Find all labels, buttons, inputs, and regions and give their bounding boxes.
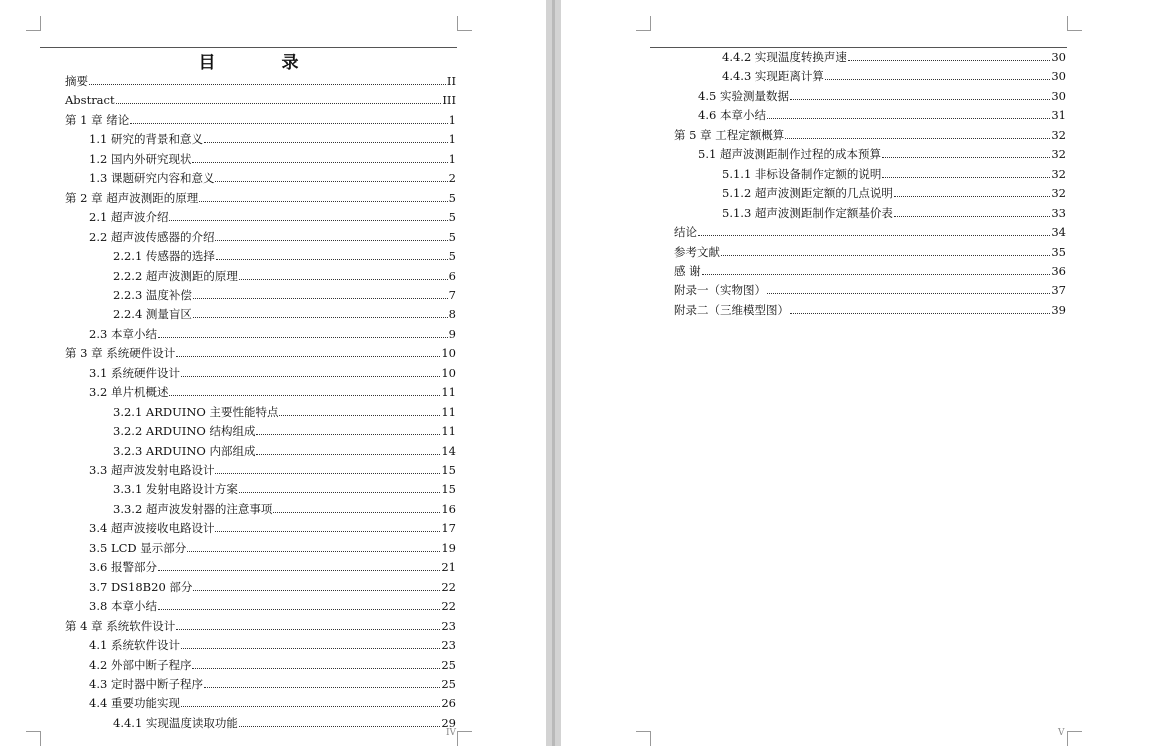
toc-entry-page: 14 (441, 443, 456, 458)
toc-entry-title: 1.1 研究的背景和意义 (89, 132, 203, 147)
toc-entry-title: 4.4.2 实现温度转换声速 (722, 50, 847, 64)
toc-dot-leader (199, 201, 447, 202)
toc-entry-page: 26 (441, 696, 456, 711)
toc-entry-title: 第 2 章 超声波测距的原理 (65, 190, 199, 205)
toc-entry-page: 19 (441, 540, 456, 555)
toc-entry[interactable] (89, 656, 456, 674)
toc-entry[interactable] (65, 91, 456, 109)
toc-entry-page: 32 (1051, 127, 1066, 142)
toc-entry[interactable] (113, 247, 456, 265)
toc-entry[interactable] (674, 223, 1066, 241)
toc-entry-page: 15 (441, 482, 456, 497)
toc-entry[interactable] (65, 344, 456, 362)
toc-entry-page: 32 (1051, 186, 1066, 201)
toc-entry-title: 4.6 本章小结 (698, 108, 766, 123)
toc-entry-title: 4.1 系统软件设计 (89, 638, 180, 653)
toc-entry-page: 7 (448, 287, 456, 302)
toc-entry[interactable] (674, 281, 1066, 299)
toc-dot-leader (239, 279, 448, 280)
toc-entry[interactable] (89, 228, 456, 246)
toc-entry-page: 25 (441, 657, 456, 672)
toc-entry[interactable] (65, 189, 456, 207)
toc-entry-page: 2 (448, 171, 456, 186)
toc-entry-title: 3.6 报警部分 (89, 560, 157, 575)
toc-entry-page: 25 (441, 676, 456, 691)
toc-dot-leader (239, 726, 440, 727)
toc-entry[interactable] (113, 422, 456, 440)
toc-entry-title: 4.2 外部中断子程序 (89, 657, 192, 672)
toc-entry-title: 附录一（实物图） (674, 283, 766, 298)
toc-entry-title: 3.2.1 ARDUINO 主要性能特点 (113, 404, 279, 419)
toc-entry-page: 36 (1051, 263, 1066, 278)
toc-entry[interactable] (674, 243, 1066, 261)
toc-dot-leader (273, 512, 440, 513)
toc-entry-title: 感 谢 (674, 263, 701, 278)
toc-dot-leader (204, 142, 448, 143)
toc-entry[interactable] (89, 675, 456, 693)
corner-mark-top-left (26, 16, 41, 31)
toc-entry[interactable] (722, 184, 1066, 202)
toc-entry-title: 第 1 章 绪论 (65, 112, 130, 127)
toc-entry-page: 1 (448, 112, 456, 127)
toc-dot-leader (721, 255, 1050, 256)
toc-dot-leader (239, 492, 440, 493)
corner-mark-bottom-right (457, 731, 472, 746)
toc-entry[interactable] (89, 150, 456, 168)
toc-entry-page: 37 (1051, 283, 1066, 298)
toc-entry[interactable] (89, 325, 456, 343)
toc-entry-page: 34 (1051, 225, 1066, 240)
toc-dot-leader (158, 337, 448, 338)
corner-mark-bottom-left (636, 731, 651, 746)
toc-entry-title: 2.2.3 温度补偿 (113, 287, 192, 302)
toc-entry[interactable] (722, 204, 1066, 222)
page-number: V (1058, 728, 1065, 738)
toc-title: 目 录 (198, 53, 329, 73)
toc-dot-leader (192, 668, 440, 669)
corner-mark-bottom-right (1067, 731, 1082, 746)
toc-entry-title: 3.2 单片机概述 (89, 385, 169, 400)
toc-entry[interactable] (89, 597, 456, 615)
toc-entry[interactable] (113, 714, 456, 732)
toc-dot-leader (193, 298, 448, 299)
toc-entry-page: 6 (448, 268, 456, 283)
toc-entry-title: 2.2.2 超声波测距的原理 (113, 268, 238, 283)
toc-entry-title: 第 3 章 系统硬件设计 (65, 346, 176, 361)
toc-entry[interactable] (698, 87, 1066, 105)
toc-dot-leader (216, 259, 448, 260)
toc-dot-leader (169, 395, 440, 396)
toc-entry[interactable] (89, 519, 456, 537)
toc-entry-page: 15 (441, 463, 456, 477)
toc-entry-page: 16 (441, 501, 456, 516)
toc-dot-leader (215, 181, 447, 182)
toc-entry[interactable] (113, 267, 456, 285)
toc-entry[interactable] (65, 111, 456, 129)
toc-entry-title: 3.3.1 发射电路设计方案 (113, 482, 238, 497)
toc-entry-title: 1.3 课题研究内容和意义 (89, 171, 215, 186)
toc-dot-leader (785, 138, 1050, 139)
toc-entry-page: 30 (1051, 88, 1066, 103)
toc-dot-leader (882, 177, 1050, 178)
toc-entry-page: 17 (441, 521, 456, 536)
toc-dot-leader (790, 313, 1050, 314)
toc-entry[interactable] (89, 208, 456, 226)
toc-entry-title: Abstract (65, 93, 115, 108)
toc-entry-page: 39 (1051, 302, 1066, 317)
toc-entry-title: 4.4 重要功能实现 (89, 696, 180, 711)
toc-entry[interactable] (89, 694, 456, 712)
toc-entry[interactable] (113, 442, 456, 460)
toc-dot-leader (767, 118, 1050, 119)
toc-entry[interactable] (89, 636, 456, 654)
toc-dot-leader (894, 196, 1050, 197)
toc-entry-title: 2.2.1 传感器的选择 (113, 249, 215, 264)
toc-entry-title: 3.1 系统硬件设计 (89, 365, 180, 380)
toc-dot-leader (256, 454, 440, 455)
toc-entry-page: 33 (1051, 205, 1066, 220)
toc-dot-leader (698, 235, 1050, 236)
toc-entry-title: 3.4 超声波接收电路设计 (89, 521, 215, 536)
toc-entry[interactable] (698, 106, 1066, 124)
toc-entry[interactable] (722, 165, 1066, 183)
toc-dot-leader (790, 99, 1050, 100)
toc-dot-leader (192, 162, 447, 163)
toc-entry-title: 参考文献 (674, 244, 720, 259)
toc-entry-page: 30 (1051, 69, 1066, 84)
toc-entry-page: 29 (441, 715, 456, 730)
toc-dot-leader (193, 317, 448, 318)
toc-dot-leader (215, 240, 447, 241)
toc-entry-title: 3.7 DS18B20 部分 (89, 579, 193, 594)
toc-dot-leader (181, 648, 440, 649)
toc-dot-leader (215, 473, 440, 474)
toc-dot-leader (169, 220, 447, 221)
toc-entry-title: 2.2 超声波传感器的介绍 (89, 229, 215, 244)
toc-entry[interactable] (65, 72, 456, 90)
toc-entry-title: 2.2.4 测量盲区 (113, 307, 192, 322)
toc-entry-title: 5.1 超声波测距制作过程的成本预算 (698, 147, 881, 162)
toc-entry[interactable] (722, 67, 1066, 85)
toc-dot-leader (767, 293, 1050, 294)
toc-entry-title: 1.2 国内外研究现状 (89, 151, 192, 166)
toc-entry-page: 22 (441, 599, 456, 614)
toc-entry[interactable] (89, 461, 456, 479)
toc-entry-title: 3.3.2 超声波发射器的注意事项 (113, 501, 273, 516)
toc-entry-title: 摘要 (65, 74, 88, 88)
toc-dot-leader (158, 609, 440, 610)
toc-dot-leader (158, 570, 440, 571)
toc-dot-leader (193, 590, 440, 591)
document-page-right (561, 0, 1158, 746)
toc-entry-title: 3.2.3 ARDUINO 内部组成 (113, 443, 256, 458)
toc-entry[interactable] (89, 578, 456, 596)
toc-entry-page: 32 (1051, 166, 1066, 181)
corner-mark-bottom-left (26, 731, 41, 746)
toc-entry[interactable] (674, 126, 1066, 144)
toc-dot-leader (176, 629, 440, 630)
toc-entry-title: 5.1.1 非标设备制作定额的说明 (722, 166, 882, 181)
toc-entry-page: 10 (441, 365, 456, 380)
toc-entry-page: 32 (1051, 147, 1066, 162)
toc-entry-title: 附录二（三维模型图） (674, 302, 789, 317)
toc-entry-title: 4.4.1 实现温度读取功能 (113, 715, 238, 730)
corner-mark-top-right (1067, 16, 1082, 31)
toc-entry-title: 2.3 本章小结 (89, 326, 157, 341)
toc-entry-title: 5.1.2 超声波测距定额的几点说明 (722, 186, 893, 201)
toc-entry[interactable] (698, 145, 1066, 163)
toc-entry-page: 5 (448, 229, 456, 244)
toc-dot-leader (204, 687, 440, 688)
toc-entry[interactable] (113, 403, 456, 421)
toc-dot-leader (848, 60, 1050, 61)
toc-entry-page: 23 (441, 618, 456, 633)
toc-entry-page: 1 (448, 132, 456, 147)
toc-entry-title: 第 5 章 工程定额概算 (674, 127, 785, 142)
toc-dot-leader (187, 551, 440, 552)
toc-entry[interactable] (674, 262, 1066, 280)
toc-dot-leader (215, 531, 440, 532)
toc-entry[interactable] (65, 617, 456, 635)
toc-dot-leader (116, 103, 442, 104)
toc-entry-title: 3.5 LCD 显示部分 (89, 540, 187, 555)
toc-entry-page: 1 (448, 151, 456, 166)
toc-entry-page: 5 (448, 249, 456, 264)
toc-entry-page: 21 (441, 560, 456, 575)
page-gap (546, 0, 561, 746)
toc-entry[interactable] (113, 305, 456, 323)
toc-dot-leader (894, 216, 1050, 217)
toc-entry-page: III (442, 93, 456, 108)
toc-entry-page: 9 (448, 326, 456, 341)
toc-entry-page: 8 (448, 307, 456, 322)
toc-entry[interactable] (89, 130, 456, 148)
toc-entry[interactable] (674, 301, 1066, 319)
toc-entry[interactable] (113, 500, 456, 518)
toc-dot-leader (181, 706, 440, 707)
toc-entry-title: 2.1 超声波介绍 (89, 210, 169, 225)
toc-dot-leader (256, 434, 440, 435)
toc-entry-page: 5 (448, 190, 456, 205)
toc-entry-title: 结论 (674, 225, 697, 240)
toc-entry-page: 23 (441, 638, 456, 653)
toc-entry-page: 11 (441, 404, 456, 419)
toc-dot-leader (130, 123, 447, 124)
toc-entry[interactable] (89, 364, 456, 382)
toc-entry[interactable] (113, 286, 456, 304)
toc-entry[interactable] (113, 480, 456, 498)
corner-mark-top-left (636, 16, 651, 31)
toc-dot-leader (825, 79, 1050, 80)
toc-entry-page: II (446, 74, 456, 88)
toc-entry-page: 10 (441, 346, 456, 361)
toc-entry[interactable] (722, 48, 1066, 66)
toc-dot-leader (702, 274, 1051, 275)
toc-dot-leader (279, 415, 440, 416)
toc-dot-leader (882, 157, 1050, 158)
toc-entry[interactable] (89, 558, 456, 576)
corner-mark-top-right (457, 16, 472, 31)
toc-entry-page: 11 (441, 385, 456, 400)
toc-entry-title: 4.4.3 实现距离计算 (722, 69, 824, 84)
toc-entry-title: 4.5 实验测量数据 (698, 88, 789, 103)
toc-entry-page: 11 (441, 424, 456, 439)
toc-dot-leader (181, 376, 440, 377)
toc-entry-page: 30 (1051, 50, 1066, 64)
toc-entry-title: 5.1.3 超声波测距制作定额基价表 (722, 205, 893, 220)
toc-dot-leader (176, 356, 440, 357)
toc-entry-page: 31 (1051, 108, 1066, 123)
toc-entry[interactable] (89, 383, 456, 401)
toc-entry-title: 3.2.2 ARDUINO 结构组成 (113, 424, 256, 439)
page-number: IV (446, 728, 457, 738)
toc-entry-title: 第 4 章 系统软件设计 (65, 618, 176, 633)
toc-entry-page: 5 (448, 210, 456, 225)
toc-entry-title: 4.3 定时器中断子程序 (89, 676, 203, 691)
toc-entry-title: 3.8 本章小结 (89, 599, 157, 614)
document-page-left (0, 0, 546, 746)
toc-entry-page: 22 (441, 579, 456, 594)
toc-dot-leader (89, 84, 446, 85)
toc-entry-title: 3.3 超声波发射电路设计 (89, 463, 215, 477)
toc-entry[interactable] (89, 539, 456, 557)
toc-entry[interactable] (89, 169, 456, 187)
toc-entry-page: 35 (1051, 244, 1066, 259)
